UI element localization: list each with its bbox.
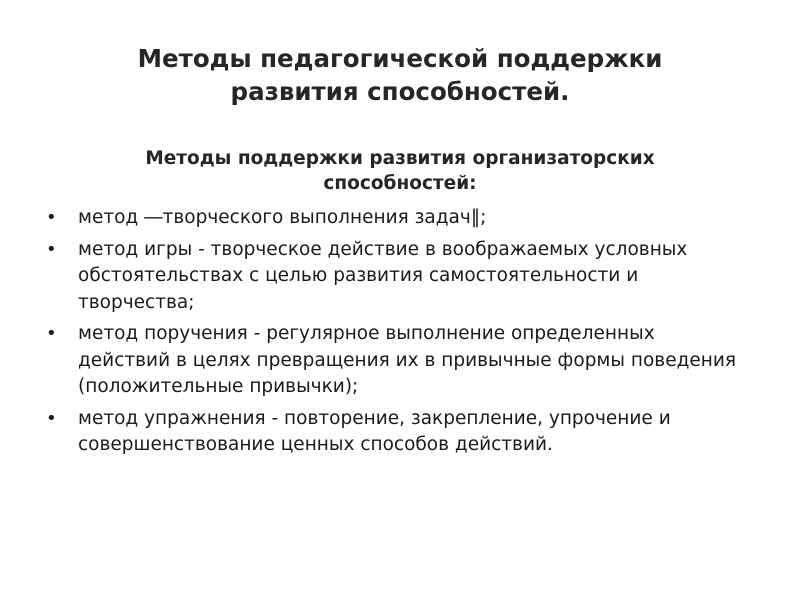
section-heading <box>80 146 720 196</box>
list-item <box>46 406 746 459</box>
section-heading-line-1: Методы поддержки развития организаторских <box>145 148 655 169</box>
list-item-text: метод ―творческого выполнения задач‖; <box>78 207 487 228</box>
methods-list <box>46 205 746 464</box>
bullet-icon: • <box>46 323 57 344</box>
bullet-icon: • <box>46 207 57 228</box>
section-heading-line-2: способностей: <box>323 173 477 194</box>
list-item-text: метод поручения - регулярное выполнение определенных действий в целях превращения их в привычные формы поведения (положительные привычки); <box>78 323 736 397</box>
bullet-icon: • <box>46 238 57 260</box>
list-item <box>46 205 746 232</box>
list-item <box>46 321 746 401</box>
list-item-text: метод игры - творческое действие в воображаемых условных обстоятельствах с целью развития самостоятельности и творчества; <box>78 238 688 313</box>
slide-title-line-2: развития способностей. <box>230 77 570 106</box>
slide-title-line-1: Методы педагогической поддержки <box>137 44 663 73</box>
list-item <box>46 237 746 317</box>
slide-title <box>60 42 740 108</box>
list-item-text: метод упражнения - повторение, закрепление, упрочение и совершенствование ценных способов действий. <box>78 407 671 455</box>
bullet-icon: • <box>46 407 57 429</box>
